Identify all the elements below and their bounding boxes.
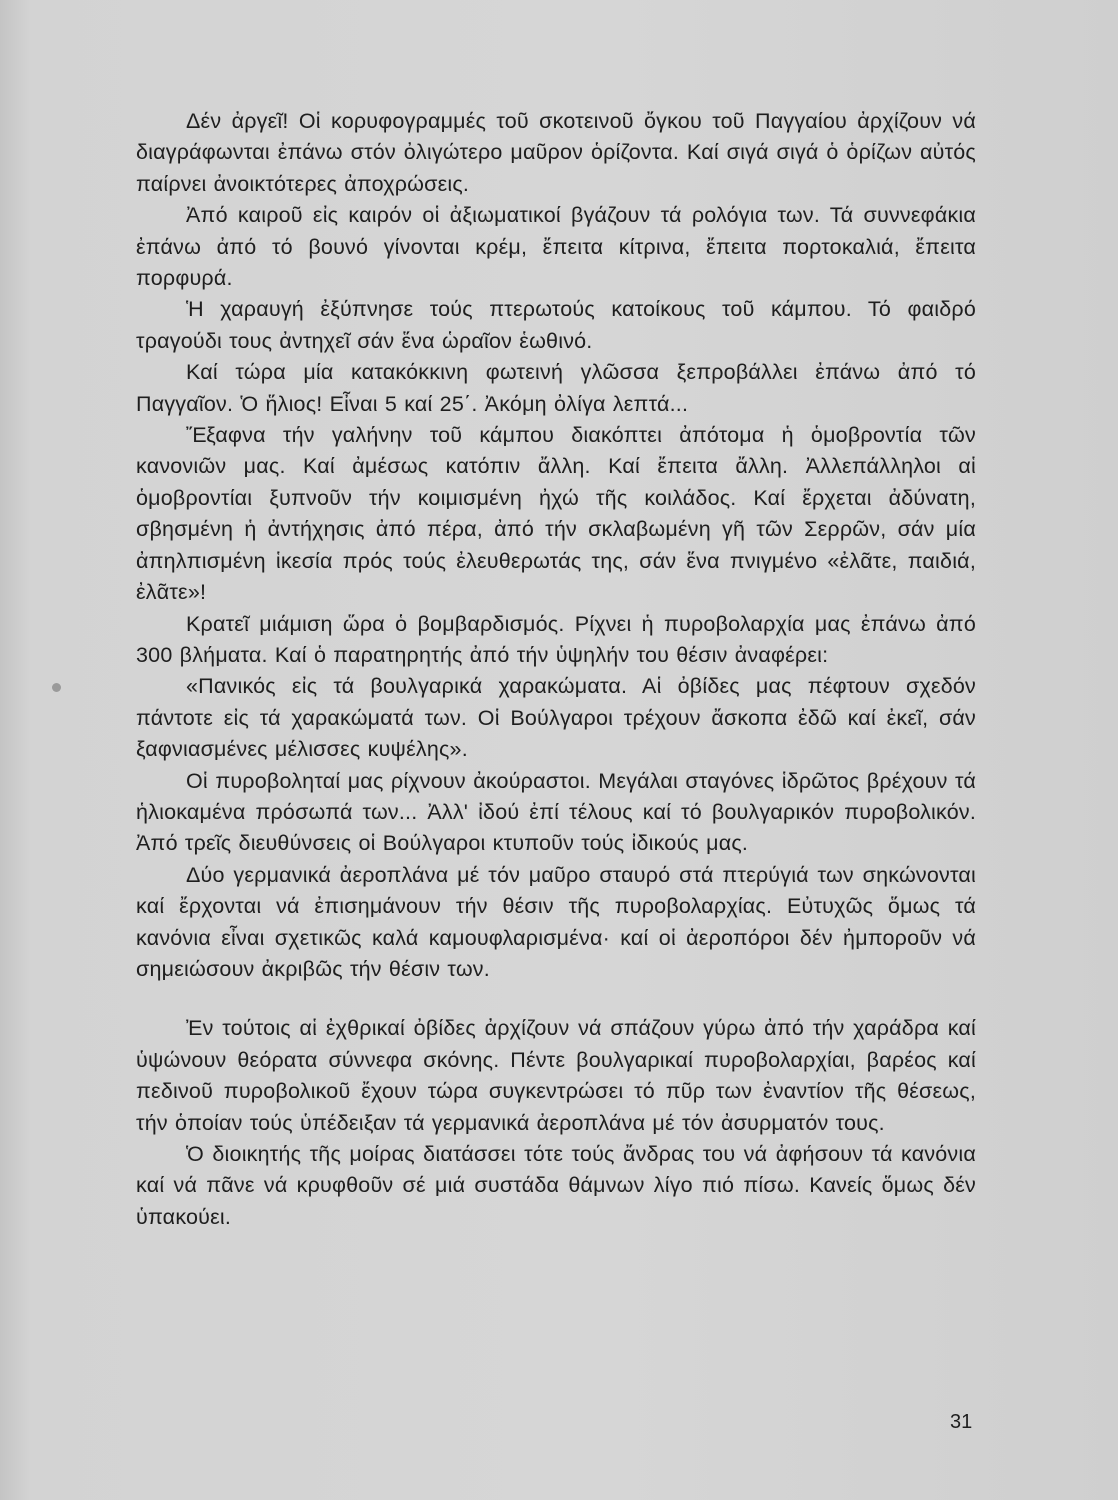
section-break [136, 985, 976, 1013]
page-speck [52, 683, 61, 692]
paragraph-enemy-shells: Ἐν τούτοις αἱ ἐχθρικαί ὀβίδες ἀρχίζουν νά σπάζουν γύρω ἀπό τήν χαράδρα καί ὑψώνουν θεόρατα σύννεφα σκόνης. Πέντε βουλγαρικαί πυροβολαρχίαι, βαρέος καί πεδινοῦ πυροβολικοῦ ἔχουν τώρα συγκεντρώσει τό πῦρ των ἐναντίον τῆς θέσεως, τήν ὁποίαν τούς ὑπέδειξαν τά γερμανικά ἀεροπλάνα μέ τόν ἀσυρματόν τους. [136, 1016, 976, 1135]
body-text [136, 106, 976, 1233]
paragraph-volley: Ἔξαφνα τήν γαλήνην τοῦ κάμπου διακόπτει ἀπότομα ἡ ὁμοβροντία τῶν κανονιῶν μας. Καί ἀμέσως κατόπιν ἄλλη. Καί ἔπειτα ἄλλη. Ἀλλεπάλληλοι αἱ ὁμοβροντίαι ξυπνοῦν τήν κοιμισμένη ἠχώ τῆς κοιλάδος. Καί ἔρχεται ἀδύνατη, σβησμένη ἡ ἀντήχησις ἀπό πέρα, ἀπό τήν σκλαβωμένη γῆ τῶν Σερρῶν, σάν μία ἀπηλπισμένη ἱκεσία πρός τούς ἐλευθερωτάς της, σάν ἕνα πνιγμένο «ἐλᾶτε, παιδιά, ἐλᾶτε»! [136, 423, 976, 605]
paragraph-sunrise: Καί τώρα μία κατακόκκινη φωτεινή γλῶσσα ξεπροβάλλει ἐπάνω ἀπό τό Παγγαῖον. Ὁ ἥλιος! Εἶναι 5 καί 25΄. Ἀκόμη ὀλίγα λεπτά... [136, 360, 976, 416]
paragraph-commander-order: Ὁ διοικητής τῆς μοίρας διατάσσει τότε τούς ἄνδρας του νά ἀφήσουν τά κανόνια καί νά πᾶνε νά κρυφθοῦν σέ μιά συστάδα θάμνων λίγο πιό πίσω. Κανείς ὅμως δέν ὑπακούει. [136, 1142, 976, 1229]
paragraph-gunners: Οἱ πυροβοληταί μας ρίχνουν ἀκούραστοι. Μεγάλαι σταγόνες ἱδρῶτος βρέχουν τά ἡλιοκαμένα πρόσωπά των... Ἀλλ' ἰδού ἐπί τέλους καί τό βουλγαρικόν πυροβολικόν. Ἀπό τρεῖς διευθύνσεις οἱ Βούλγαροι κτυποῦν τούς ἰδικούς μας. [136, 768, 976, 856]
paragraph-observer-report: «Πανικός εἰς τά βουλγαρικά χαρακώματα. Αἱ ὀβίδες μας πέφτουν σχεδόν πάντοτε εἰς τά χαρακώματά των. Οἱ Βούλγαροι τρέχουν ἄσκοπα ἐδῶ καί ἐκεῖ, σάν ξαφνιασμένες μέλισσες κυψέλης». [136, 674, 976, 762]
paragraph-bombardment: Κρατεῖ μιάμιση ὥρα ὁ βομβαρδισμός. Ρίχνει ἡ πυροβολαρχία μας ἐπάνω ἀπό 300 βλήματα. Καί ὁ παρατηρητής ἀπό τήν ὑψηλήν του θέσιν ἀναφέρει: [136, 611, 976, 667]
paragraph-dawn: Δέν ἀργεῖ! Οἱ κορυφογραμμές τοῦ σκοτεινοῦ ὄγκου τοῦ Παγγαίου ἀρχίζουν νά διαγράφωνται ἐπάνω στόν ὀλιγώτερο μαῦρον ὁρίζοντα. Καί σιγά σιγά ὁ ὁρίζων αὐτός παίρνει ἀνοικτότερες ἀποχρώσεις. [136, 109, 976, 196]
paragraph-airplanes: Δύο γερμανικά ἀεροπλάνα μέ τόν μαῦρο σταυρό στά πτερύγιά των σηκώνονται καί ἔρχονται νά ἐπισημάνουν τήν θέσιν τῆς πυροβολαρχίας. Εὐτυχῶς ὅμως τά κανόνια εἶναι σχετικῶς καλά καμουφλαρισμένα· καί οἱ ἀεροπόροι δέν ἠμποροῦν νά σημειώσουν ἀκριβῶς τήν θέσιν των. [136, 862, 976, 981]
paragraph-officers-watches: Ἀπό καιροῦ εἰς καιρόν οἱ ἀξιωματικοί βγάζουν τά ρολόγια των. Τά συννεφάκια ἐπάνω ἀπό τό βουνό γίνονται κρέμ, ἔπειτα κίτρινα, ἔπειτα πορτοκαλιά, ἔπειτα πορφυρά. [136, 203, 976, 291]
page-number: 31 [950, 1411, 973, 1433]
paragraph-birds: Ἡ χαραυγή ἐξύπνησε τούς πτερωτούς κατοίκους τοῦ κάμπου. Τό φαιδρό τραγούδι τους ἀντηχεῖ σάν ἕνα ὡραῖον ἑωθινό. [136, 297, 976, 353]
